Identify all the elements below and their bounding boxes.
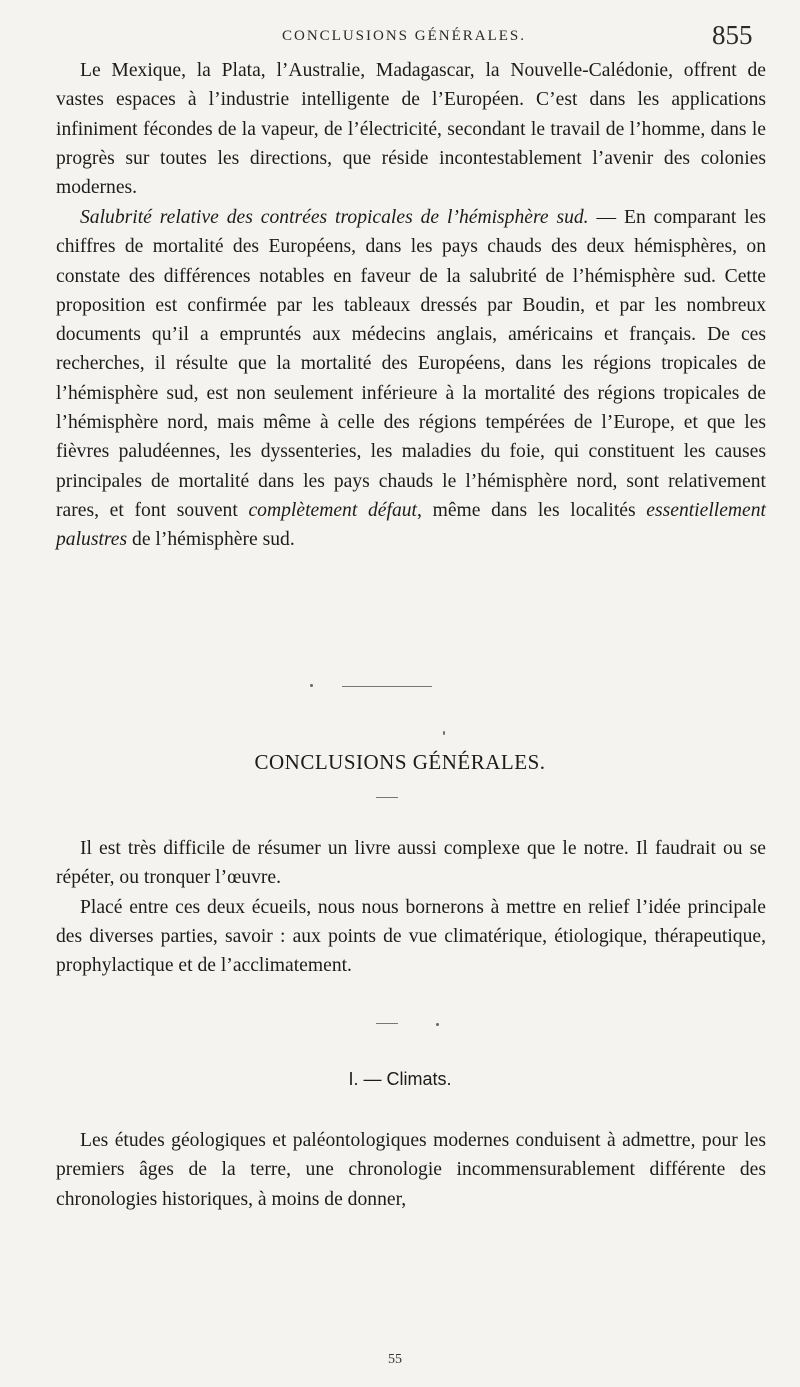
paragraph-colonies <box>56 56 766 202</box>
paragraph-intro <box>56 834 766 980</box>
subsection-heading: I. — Climats. <box>348 1069 452 1089</box>
paragraph-text: Le Mexique, la Plata, l’Australie, Madagascar, la Nouvelle-Calédonie, offrent de vastes espaces à l’industrie intelligente de l’Européen. C’est dans les applications infiniment fécondes de la vapeur, de l’électricité, secondant le travail de l’homme, dans le progrès sur toutes les directions, que réside incontestablement l’avenir des colonies modernes. <box>56 60 766 199</box>
page-number: 855 <box>712 20 753 50</box>
section-heading: CONCLUSIONS GÉNÉRALES. <box>254 750 546 774</box>
paragraph-text: Il est très difficile de résumer un livre aussi complexe que le notre. Il faudrait ou se répéter, ou tronquer l’œuvre. <box>56 838 766 889</box>
text-run: — En comparant les chiffres de mortalité des Européens, dans les pays chauds des deux hémisphères, on constate des différences notables en faveur de la salubrité de l’hémisphère sud. Cette proposition est confirmée par les tableaux dressés par Boudin, et par les nombreux documents qu’il a empruntés aux médecins anglais, américains et français. De ces recherches, il résulte que la mortalité des Européens, dans les régions tropicales de l’hémisphère sud, est non seulement inférieure à la mortalité des régions tropicales de l’hémisphère nord, mais même à celle des régions tempérées de l’Europe, et que les fièvres paludéennes, les dyssenteries, les maladies du foie, qui constituent les causes principales de mortalité dans les pays chauds le l’hémisphère nord, sont relativement rares, et font souvent <box>56 207 766 521</box>
paragraph-salubrite <box>56 203 766 555</box>
running-title: CONCLUSIONS GÉNÉRALES. <box>282 28 527 44</box>
paragraph-climats <box>56 1126 766 1214</box>
ink-speck <box>443 731 445 735</box>
signature-mark: 55 <box>388 1352 402 1367</box>
paragraph-text <box>56 203 766 555</box>
paragraph-subhead: Salubrité relative des contrées tropicales de l’hémisphère sud. <box>80 207 589 228</box>
emphasis-run: essentiellement palustres <box>56 499 766 551</box>
paragraph-text: Placé entre ces deux écueils, nous nous bornerons à mettre en relief l’idée principale des diverses parties, savoir : aux points de vue climatérique, étiologique, thérapeutique, prophylactique et de l’acclimatement. <box>56 896 766 977</box>
divider-rule <box>376 1023 398 1024</box>
text-run: de l’hémisphère sud. <box>127 529 295 551</box>
text-run: , même dans les localités <box>416 499 647 521</box>
emphasis-run: complètement défaut <box>248 499 417 521</box>
divider-rule <box>376 797 398 798</box>
ink-speck <box>310 684 313 687</box>
paragraph-text: Les études géologiques et paléontologiques modernes conduisent à admettre, pour les premiers âges de la terre, une chronologie incommensurablement différente des chronologies historiques, à moins de donner, <box>56 1130 766 1210</box>
divider-rule <box>342 686 432 687</box>
ink-speck <box>436 1023 439 1026</box>
